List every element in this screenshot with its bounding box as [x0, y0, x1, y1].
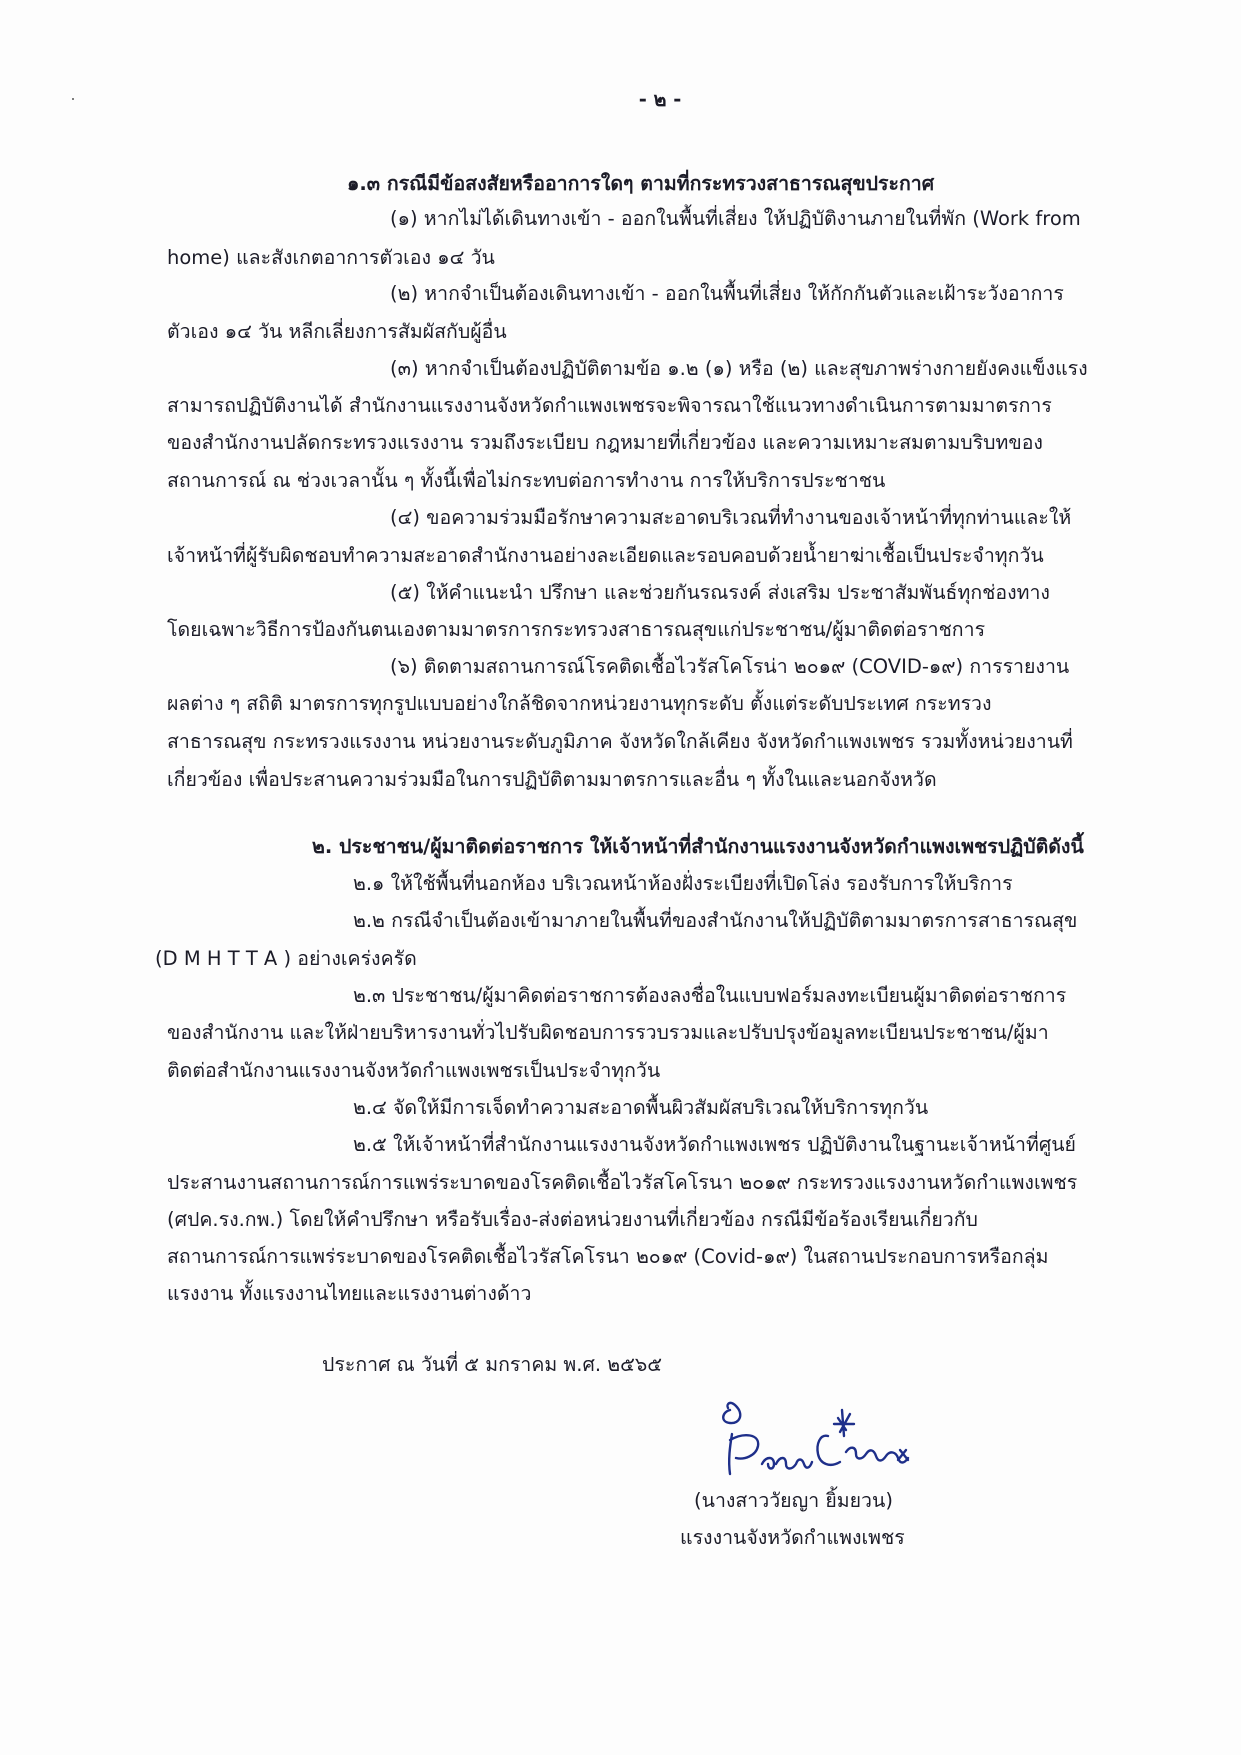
paragraph-line: (๓) หากจำเป็นต้องปฏิบัติตามข้อ ๑.๒ (๑) หรือ (๒) และสุขภาพร่างกายยังคงแข็งแรง	[390, 357, 1088, 380]
paragraph-line: เกี่ยวข้อง เพื่อประสานความร่วมมือในการปฏิบัติตามมาตรการและอื่น ๆ ทั้งในและนอกจังหวัด	[167, 768, 937, 791]
paragraph-line: (๑) หากไม่ได้เดินทางเข้า - ออกในพื้นที่เสี่ยง ให้ปฏิบัติงานภายในที่พัก (Work from	[390, 207, 1081, 230]
paragraph-line: ของสำนักงานปลัดกระทรวงแรงงาน รวมถึงระเบียบ กฎหมายที่เกี่ยวข้อง และความเหมาะสมตามบริบทของ	[167, 431, 1043, 454]
paragraph-line: สามารถปฏิบัติงานได้ สำนักงานแรงงานจังหวัดกำแพงเพชรจะพิจารณาใช้แนวทางดำเนินการตามมาตรการ	[167, 394, 1052, 417]
paragraph-line: ๒.๑ ให้ใช้พื้นที่นอกห้อง บริเวณหน้าห้องฝั่งระเบียงที่เปิดโล่ง รองรับการให้บริการ	[353, 872, 1013, 895]
paragraph-line: (ศปค.รง.กพ.) โดยให้คำปรึกษา หรือรับเรื่อง-ส่งต่อหน่วยงานที่เกี่ยวข้อง กรณีมีข้อร้องเรียนเกี่ยวกับ	[167, 1208, 978, 1231]
paragraph-line: ๒.๕ ให้เจ้าหน้าที่สำนักงานแรงงานจังหวัดกำแพงเพชร ปฏิบัติงานในฐานะเจ้าหน้าที่ศูนย์	[353, 1133, 1076, 1156]
handwritten-signature	[700, 1380, 930, 1490]
paragraph-line: home) และสังเกตอาการตัวเอง ๑๔ วัน	[167, 246, 495, 269]
paragraph-line: (D M H T T A ) อย่างเคร่งครัด	[155, 947, 417, 970]
announcement-date: ประกาศ ณ วันที่ ๕ มกราคม พ.ศ. ๒๕๖๕	[322, 1353, 662, 1376]
paragraph-line: สาธารณสุข กระทรวงแรงงาน หน่วยงานระดับภูมิภาค จังหวัดใกล้เคียง จังหวัดกำแพงเพชร รวมทั้งหน่วยงานที่	[167, 730, 1073, 753]
paragraph-line: (๔) ขอความร่วมมือรักษาความสะอาดบริเวณที่ทำงานของเจ้าหน้าที่ทุกท่านและให้	[390, 506, 1072, 529]
paragraph-line: (๖) ติดตามสถานการณ์โรคติดเชื้อไวรัสโคโรน่า ๒๐๑๙ (COVID-๑๙) การรายงาน	[390, 655, 1070, 678]
paragraph-line: (๒) หากจำเป็นต้องเดินทางเข้า - ออกในพื้นที่เสี่ยง ให้กักกันตัวและเฝ้าระวังอาการ	[390, 282, 1064, 305]
page-number: - ๒ -	[638, 88, 682, 111]
paragraph-line: เจ้าหน้าที่ผู้รับผิดชอบทำความสะอาดสำนักงานอย่างละเอียดและรอบคอบด้วยน้ำยาฆ่าเชื้อเป็นประจำทุกวัน	[167, 544, 1044, 567]
paragraph-line: (๕) ให้คำแนะนำ ปรึกษา และช่วยกันรณรงค์ ส่งเสริม ประชาสัมพันธ์ทุกช่องทาง	[390, 581, 1050, 604]
paragraph-line: ๒.๔ จัดให้มีการเจ็ดทำความสะอาดพื้นผิวสัมผัสบริเวณให้บริการทุกวัน	[353, 1096, 929, 1119]
paragraph-line: ของสำนักงาน และให้ฝ่ายบริหารงานทั่วไปรับผิดชอบการรวบรวมและปรับปรุงข้อมูลทะเบียนประชาชน/ผู้มา	[167, 1021, 1049, 1044]
heading-2: ๒. ประชาชน/ผู้มาติดต่อราชการ ให้เจ้าหน้าที่สำนักงานแรงงานจังหวัดกำแพงเพชรปฏิบัติดังนี้	[312, 835, 1084, 858]
paragraph-line: สถานการณ์การแพร่ระบาดของโรคติดเชื้อไวรัสโคโรนา ๒๐๑๙ (Covid-๑๙) ในสถานประกอบการหรือกลุ่ม	[167, 1245, 1049, 1268]
signatory-name: (นางสาววัยญา ยิ้มยวน)	[694, 1489, 893, 1512]
paragraph-line: ติดต่อสำนักงานแรงงานจังหวัดกำแพงเพชรเป็นประจำทุกวัน	[167, 1059, 661, 1082]
paragraph-line: ประสานงานสถานการณ์การแพร่ระบาดของโรคติดเชื้อไวรัสโคโรนา ๒๐๑๙ กระทรวงแรงงานหวัดกำแพงเพชร	[167, 1171, 1078, 1194]
paragraph-line: แรงงาน ทั้งแรงงานไทยและแรงงานต่างด้าว	[167, 1282, 532, 1305]
paragraph-line: ๒.๓ ประชาชน/ผู้มาคิดต่อราชการต้องลงชื่อในแบบฟอร์มลงทะเบียนผู้มาติดต่อราชการ	[353, 984, 1067, 1007]
paragraph-line: ผลต่าง ๆ สถิติ มาตรการทุกรูปแบบอย่างใกล้ชิดจากหน่วยงานทุกระดับ ตั้งแต่ระดับประเทศ กระทรวง	[167, 692, 992, 715]
heading-1-3: ๑.๓ กรณีมีข้อสงสัยหรืออาการใดๆ ตามที่กระทรวงสาธารณสุขประกาศ	[347, 172, 935, 195]
paragraph-line: โดยเฉพาะวิธีการป้องกันตนเองตามมาตรการกระทรวงสาธารณสุขแก่ประชาชน/ผู้มาติดต่อราชการ	[167, 618, 986, 641]
signatory-position: แรงงานจังหวัดกำแพงเพชร	[680, 1526, 905, 1549]
paragraph-line: สถานการณ์ ณ ช่วงเวลานั้น ๆ ทั้งนี้เพื่อไม่กระทบต่อการทำงาน การให้บริการประชาชน	[167, 469, 886, 492]
paragraph-line: ๒.๒ กรณีจำเป็นต้องเข้ามาภายในพื้นที่ของสำนักงานให้ปฏิบัติตามมาตรการสาธารณสุข	[353, 909, 1078, 932]
paragraph-line: ตัวเอง ๑๔ วัน หลีกเลี่ยงการสัมผัสกับผู้อื่น	[167, 320, 507, 343]
